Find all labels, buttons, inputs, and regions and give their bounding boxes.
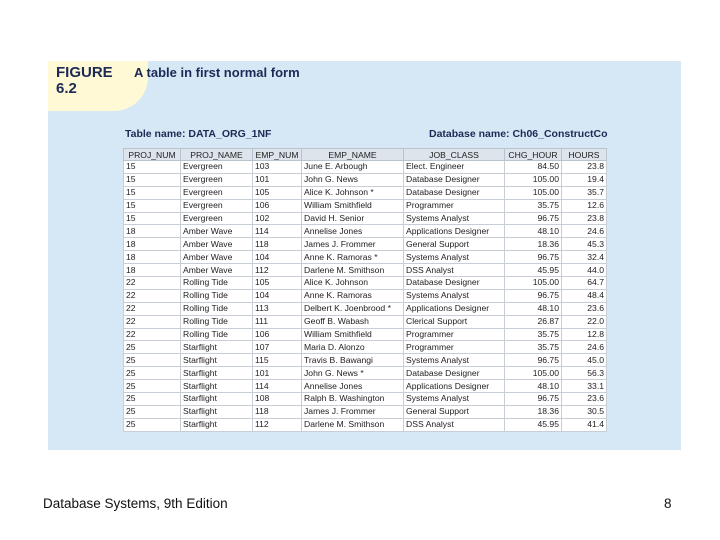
table-cell: 112 <box>253 418 302 431</box>
table-cell: Evergreen <box>181 186 253 199</box>
table-cell: 101 <box>253 173 302 186</box>
table-cell: John G. News * <box>302 367 404 380</box>
footer-edition-text: Database Systems, 9th Edition <box>43 496 228 511</box>
table-cell: 22 <box>124 328 181 341</box>
table-cell: 23.8 <box>562 212 607 225</box>
table-cell: 18 <box>124 238 181 251</box>
table-row <box>124 264 607 277</box>
table-cell: 101 <box>253 367 302 380</box>
table-cell: 48.4 <box>562 289 607 302</box>
table-cell: Anne K. Ramoras * <box>302 251 404 264</box>
table-cell: Annelise Jones <box>302 225 404 238</box>
table-cell: 45.95 <box>505 418 562 431</box>
table-cell: Elect. Engineer <box>404 161 505 174</box>
table-cell: Clerical Support <box>404 315 505 328</box>
table-cell: 64.7 <box>562 277 607 290</box>
table-cell: David H. Senior <box>302 212 404 225</box>
table-cell: 96.75 <box>505 251 562 264</box>
table-cell: 114 <box>253 225 302 238</box>
table-cell: Starflight <box>181 354 253 367</box>
table-cell: 112 <box>253 264 302 277</box>
table-cell: 56.3 <box>562 367 607 380</box>
table-cell: Starflight <box>181 418 253 431</box>
table-cell: Geoff B. Wabash <box>302 315 404 328</box>
table-cell: 22 <box>124 302 181 315</box>
table-cell: James J. Frommer <box>302 238 404 251</box>
table-row <box>124 277 607 290</box>
table-cell: 105 <box>253 277 302 290</box>
table-cell: 18.36 <box>505 238 562 251</box>
table-cell: 41.4 <box>562 418 607 431</box>
table-row <box>124 315 607 328</box>
column-header: JOB_CLASS <box>404 149 505 161</box>
table-row <box>124 405 607 418</box>
table-cell: Starflight <box>181 393 253 406</box>
figure-panel <box>48 61 681 450</box>
table-cell: DSS Analyst <box>404 264 505 277</box>
table-cell: 45.0 <box>562 354 607 367</box>
table-row <box>124 225 607 238</box>
table-cell: Applications Designer <box>404 225 505 238</box>
table-cell: 25 <box>124 341 181 354</box>
table-cell: General Support <box>404 405 505 418</box>
table-row <box>124 354 607 367</box>
table-cell: 12.6 <box>562 199 607 212</box>
table-cell: Programmer <box>404 199 505 212</box>
table-cell: Darlene M. Smithson <box>302 264 404 277</box>
column-header: EMP_NAME <box>302 149 404 161</box>
table-cell: 15 <box>124 173 181 186</box>
table-cell: General Support <box>404 238 505 251</box>
table-row <box>124 289 607 302</box>
table-cell: Delbert K. Joenbrood * <box>302 302 404 315</box>
table-cell: Database Designer <box>404 186 505 199</box>
table-cell: 35.75 <box>505 341 562 354</box>
table-cell: Systems Analyst <box>404 212 505 225</box>
table-cell: 25 <box>124 380 181 393</box>
table-row <box>124 161 607 174</box>
table-cell: 48.10 <box>505 380 562 393</box>
table-cell: 107 <box>253 341 302 354</box>
table-cell: 35.75 <box>505 199 562 212</box>
table-cell: Rolling Tide <box>181 302 253 315</box>
table-cell: Programmer <box>404 341 505 354</box>
table-cell: Rolling Tide <box>181 315 253 328</box>
table-cell: Starflight <box>181 367 253 380</box>
table-cell: 25 <box>124 367 181 380</box>
table-cell: Rolling Tide <box>181 289 253 302</box>
table-cell: 105 <box>253 186 302 199</box>
table-cell: 118 <box>253 238 302 251</box>
table-header-row <box>124 149 607 161</box>
table-cell: Starflight <box>181 341 253 354</box>
figure-label-tab <box>48 61 148 111</box>
table-cell: June E. Arbough <box>302 161 404 174</box>
table-cell: Ralph B. Washington <box>302 393 404 406</box>
table-body <box>124 161 607 432</box>
table-cell: 105.00 <box>505 173 562 186</box>
table-row <box>124 212 607 225</box>
table-cell: Database Designer <box>404 367 505 380</box>
table-cell: 114 <box>253 380 302 393</box>
table-cell: Travis B. Bawangi <box>302 354 404 367</box>
table-cell: 15 <box>124 186 181 199</box>
table-name-caption: Table name: DATA_ORG_1NF <box>125 128 272 140</box>
table-cell: 22.0 <box>562 315 607 328</box>
table-cell: 84.50 <box>505 161 562 174</box>
table-cell: 18 <box>124 264 181 277</box>
table-cell: Alice K. Johnson * <box>302 186 404 199</box>
table-cell: 15 <box>124 161 181 174</box>
table-cell: 108 <box>253 393 302 406</box>
page-number: 8 <box>664 496 672 511</box>
table-cell: Annelise Jones <box>302 380 404 393</box>
table-cell: 18 <box>124 251 181 264</box>
figure-label <box>56 65 113 97</box>
table-cell: 96.75 <box>505 393 562 406</box>
table-row <box>124 380 607 393</box>
table-cell: Evergreen <box>181 161 253 174</box>
table-cell: Darlene M. Smithson <box>302 418 404 431</box>
table-cell: 96.75 <box>505 354 562 367</box>
table-cell: 24.6 <box>562 225 607 238</box>
table-cell: Systems Analyst <box>404 393 505 406</box>
table-cell: Evergreen <box>181 212 253 225</box>
table-cell: Systems Analyst <box>404 289 505 302</box>
table-row <box>124 393 607 406</box>
table-cell: Amber Wave <box>181 225 253 238</box>
table-cell: 35.7 <box>562 186 607 199</box>
figure-number: 6.2 <box>56 80 77 97</box>
table-cell: 113 <box>253 302 302 315</box>
table-cell: 22 <box>124 277 181 290</box>
table-cell: 18.36 <box>505 405 562 418</box>
table-cell: 104 <box>253 251 302 264</box>
table-cell: John G. News <box>302 173 404 186</box>
column-header: CHG_HOUR <box>505 149 562 161</box>
table-cell: 111 <box>253 315 302 328</box>
table-cell: Applications Designer <box>404 380 505 393</box>
table-cell: Starflight <box>181 405 253 418</box>
table-row <box>124 186 607 199</box>
table-cell: 105.00 <box>505 186 562 199</box>
table-cell: Amber Wave <box>181 251 253 264</box>
table-cell: 115 <box>253 354 302 367</box>
table-cell: 96.75 <box>505 212 562 225</box>
table-cell: 105.00 <box>505 277 562 290</box>
table-cell: Evergreen <box>181 199 253 212</box>
column-header: PROJ_NUM <box>124 149 181 161</box>
figure-title: A table in first normal form <box>134 65 300 80</box>
table-cell: 30.5 <box>562 405 607 418</box>
table-cell: Systems Analyst <box>404 251 505 264</box>
data-table <box>123 148 607 432</box>
column-header: PROJ_NAME <box>181 149 253 161</box>
table-cell: 22 <box>124 289 181 302</box>
table-cell: 48.10 <box>505 225 562 238</box>
table-row <box>124 199 607 212</box>
table-cell: Maria D. Alonzo <box>302 341 404 354</box>
table-cell: 106 <box>253 328 302 341</box>
table-cell: Amber Wave <box>181 238 253 251</box>
table-cell: 105.00 <box>505 367 562 380</box>
table-cell: 18 <box>124 225 181 238</box>
table-cell: Systems Analyst <box>404 354 505 367</box>
table-cell: 45.3 <box>562 238 607 251</box>
table-cell: 102 <box>253 212 302 225</box>
table-cell: 45.95 <box>505 264 562 277</box>
table-row <box>124 251 607 264</box>
database-name-caption: Database name: Ch06_ConstructCo <box>429 128 608 140</box>
table-cell: 23.6 <box>562 393 607 406</box>
table-cell: 103 <box>253 161 302 174</box>
table-cell: William Smithfield <box>302 199 404 212</box>
table-cell: Amber Wave <box>181 264 253 277</box>
column-header: HOURS <box>562 149 607 161</box>
table-cell: James J. Frommer <box>302 405 404 418</box>
figure-header <box>48 61 681 111</box>
table-cell: 44.0 <box>562 264 607 277</box>
table-row <box>124 341 607 354</box>
table-row <box>124 302 607 315</box>
table-row <box>124 328 607 341</box>
figure-label-word: FIGURE <box>56 64 113 81</box>
table-row <box>124 418 607 431</box>
table-cell: Database Designer <box>404 173 505 186</box>
table-cell: William Smithfield <box>302 328 404 341</box>
table-cell: Applications Designer <box>404 302 505 315</box>
table-cell: 22 <box>124 315 181 328</box>
table-cell: 32.4 <box>562 251 607 264</box>
table-cell: Evergreen <box>181 173 253 186</box>
table-cell: 19.4 <box>562 173 607 186</box>
table-cell: Database Designer <box>404 277 505 290</box>
table-cell: 15 <box>124 212 181 225</box>
table-cell: 25 <box>124 354 181 367</box>
table-cell: 25 <box>124 405 181 418</box>
table-cell: 23.6 <box>562 302 607 315</box>
table-cell: 33.1 <box>562 380 607 393</box>
table-cell: 104 <box>253 289 302 302</box>
table-cell: 12.8 <box>562 328 607 341</box>
table-cell: Alice K. Johnson <box>302 277 404 290</box>
table-cell: DSS Analyst <box>404 418 505 431</box>
table-cell: Anne K. Ramoras <box>302 289 404 302</box>
table-cell: 35.75 <box>505 328 562 341</box>
table-cell: 24.6 <box>562 341 607 354</box>
table-cell: Rolling Tide <box>181 277 253 290</box>
table-cell: 26.87 <box>505 315 562 328</box>
table-cell: 96.75 <box>505 289 562 302</box>
table-row <box>124 367 607 380</box>
table-cell: 25 <box>124 418 181 431</box>
table-row <box>124 173 607 186</box>
table-cell: Programmer <box>404 328 505 341</box>
table-cell: 23.8 <box>562 161 607 174</box>
table-row <box>124 238 607 251</box>
column-header: EMP_NUM <box>253 149 302 161</box>
table-cell: 48.10 <box>505 302 562 315</box>
table-cell: 25 <box>124 393 181 406</box>
table-cell: Starflight <box>181 380 253 393</box>
table-cell: 118 <box>253 405 302 418</box>
table-cell: 15 <box>124 199 181 212</box>
table-cell: Rolling Tide <box>181 328 253 341</box>
table-cell: 106 <box>253 199 302 212</box>
